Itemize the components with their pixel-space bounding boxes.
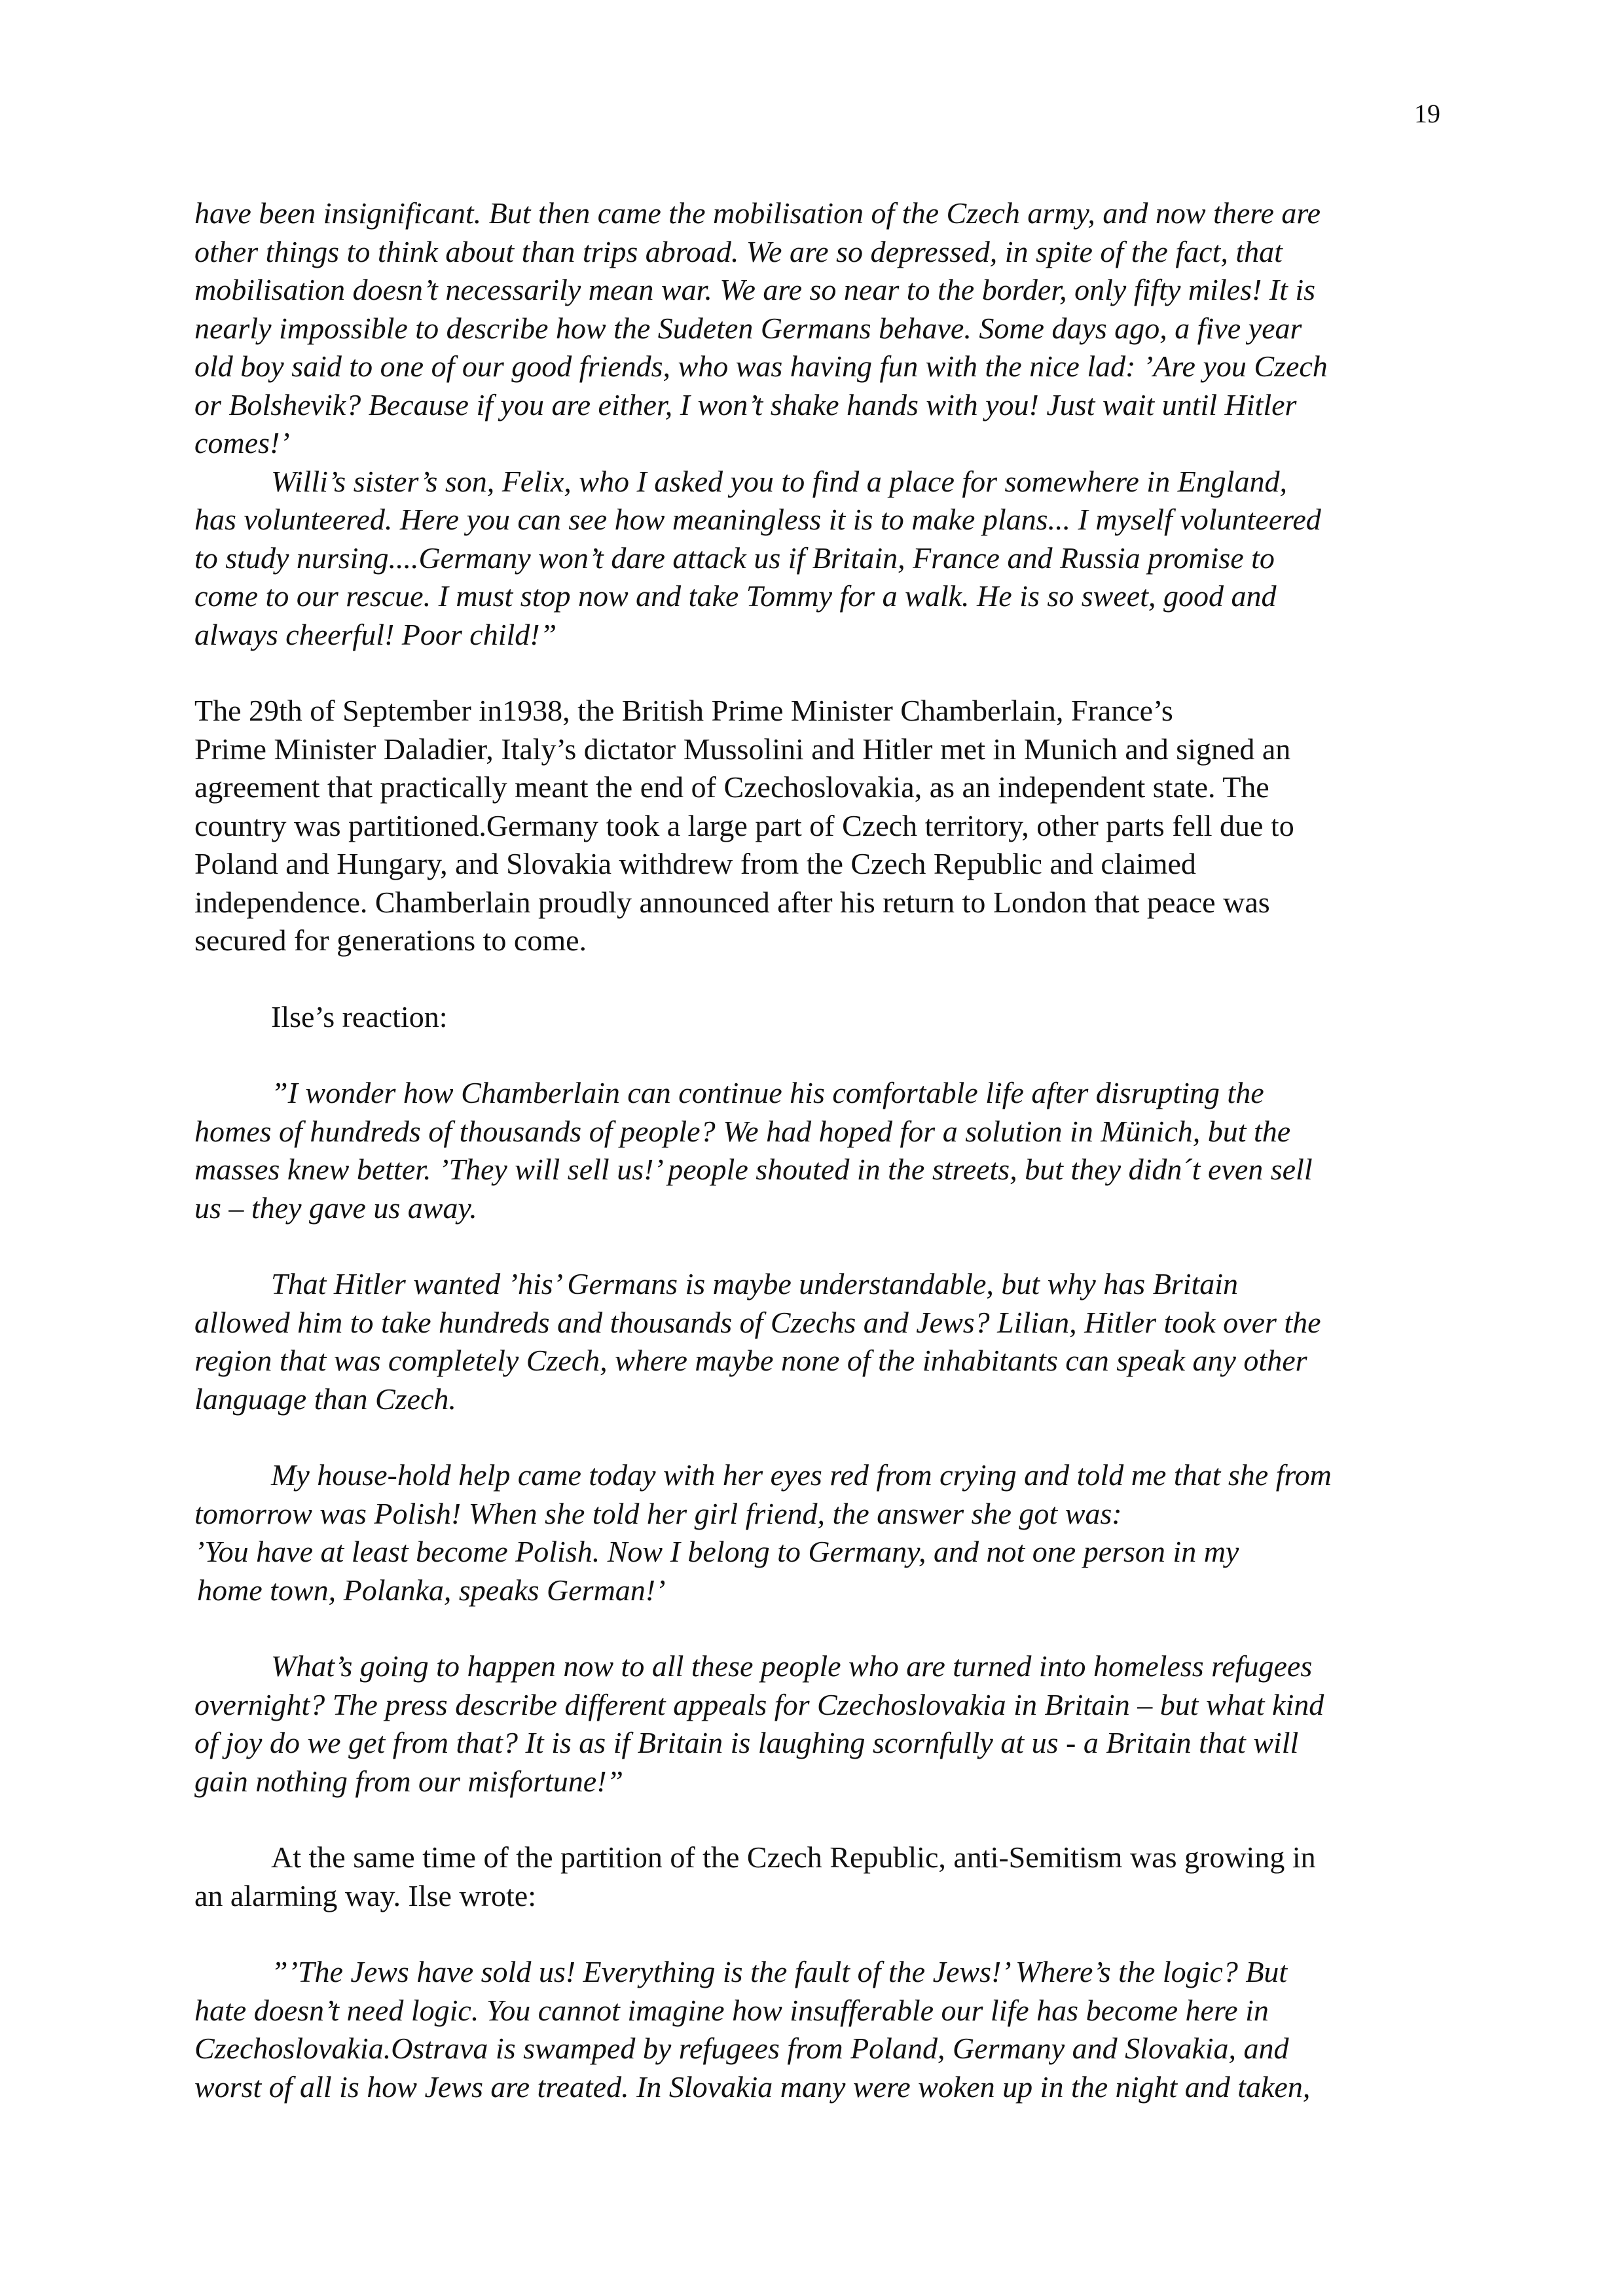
text-line: has volunteered. Here you can see how meaningless it is to make plans... I myself volunteered: [194, 503, 1321, 536]
paragraph-gap: [194, 1227, 1445, 1265]
text-line: us – they gave us away.: [194, 1191, 477, 1225]
body-text: [194, 194, 1445, 2106]
text-line: agreement that practically meant the end of Czechoslovakia, as an independent state. The: [194, 770, 1269, 804]
paragraph-gap: [194, 1036, 1445, 1074]
text-line: an alarming way. Ilse wrote:: [194, 1878, 536, 1912]
text-line: come to our rescue. I must stop now and take Tommy for a walk. He is so sweet, good and: [194, 579, 1277, 613]
quoted-letter-paragraph: [194, 1074, 1445, 1227]
quoted-letter-paragraph: [194, 194, 1445, 654]
text-line: Prime Minister Daladier, Italy’s dictator Mussolini and Hitler met in Munich and signed an: [194, 732, 1291, 766]
quoted-letter-paragraph: [194, 1953, 1445, 2106]
paragraph-gap: [194, 1801, 1445, 1839]
text-line: old boy said to one of our good friends, who was having fun with the nice lad: ’Are you Czech: [194, 350, 1328, 383]
text-line: comes!’: [194, 426, 290, 459]
quoted-letter-paragraph: [194, 1647, 1445, 1801]
text-line: That Hitler wanted ’his’ Germans is maybe understandable, but why has Britain: [271, 1267, 1239, 1300]
text-line: The 29th of September in1938, the British Prime Minister Chamberlain, France’s: [194, 694, 1173, 727]
text-line: Willi’s sister’s son, Felix, who I asked you to find a place for somewhere in England,: [271, 464, 1287, 498]
narrative-paragraph: [194, 1839, 1445, 1915]
paragraph-gap: [194, 1418, 1445, 1456]
text-line: At the same time of the partition of the Czech Republic, anti-Semitism was growing in: [271, 1840, 1316, 1874]
text-line: mobilisation doesn’t necessarily mean war. We are so near to the border, only fifty miles! It is: [194, 273, 1316, 306]
text-line: What’s going to happen now to all these people who are turned into homeless refugees: [271, 1649, 1313, 1683]
text-line: Ilse’s reaction:: [271, 999, 448, 1033]
text-line: tomorrow was Polish! When she told her girl friend, the answer she got was:: [194, 1496, 1122, 1530]
text-line: of joy do we get from that? It is as if Britain is laughing scornfully at us - a Britain that will: [194, 1726, 1299, 1759]
text-line: allowed him to take hundreds and thousands of Czechs and Jews? Lilian, Hitler took over the: [194, 1305, 1321, 1339]
narrative-paragraph: [194, 692, 1445, 960]
text-line: overnight? The press describe different appeals for Czechoslovakia in Britain – but what kind: [194, 1687, 1324, 1721]
text-line: language than Czech.: [194, 1382, 456, 1416]
text-line: other things to think about than trips abroad. We are so depressed, in spite of the fact, that: [194, 234, 1283, 268]
text-line: independence. Chamberlain proudly announced after his return to London that peace was: [194, 885, 1270, 919]
narrative-paragraph: [194, 998, 1445, 1037]
paragraph-gap: [194, 1609, 1445, 1647]
text-line: My house-hold help came today with her eyes red from crying and told me that she from: [271, 1458, 1332, 1492]
text-line: secured for generations to come.: [194, 924, 587, 957]
paragraph-gap: [194, 654, 1445, 692]
page-number: 19: [1414, 99, 1440, 128]
quoted-letter-paragraph: [194, 1456, 1445, 1609]
text-line: masses knew better. ’They will sell us!’ people shouted in the streets, but they didn´t even sell: [194, 1153, 1313, 1186]
text-line: Poland and Hungary, and Slovakia withdrew from the Czech Republic and claimed: [194, 847, 1196, 880]
text-line: country was partitioned.Germany took a large part of Czech territory, other parts fell due to: [194, 808, 1294, 842]
text-line: ”’The Jews have sold us! Everything is the fault of the Jews!’ Where’s the logic? But: [271, 1955, 1288, 1988]
text-line: to study nursing....Germany won’t dare attack us if Britain, France and Russia promise to: [194, 541, 1275, 575]
text-line: gain nothing from our misfortune!”: [194, 1764, 624, 1798]
paragraph-gap: [194, 1915, 1445, 1953]
text-line: home town, Polanka, speaks German!’: [197, 1573, 666, 1607]
text-line: or Bolshevik? Because if you are either, I won’t shake hands with you! Just wait until Hitler: [194, 387, 1297, 422]
text-line: worst of all is how Jews are treated. In Slovakia many were woken up in the night and taken,: [194, 2070, 1311, 2104]
text-line: homes of hundreds of thousands of people? We had hoped for a solution in Münich, but the: [194, 1114, 1291, 1148]
text-line: ”I wonder how Chamberlain can continue his comfortable life after disrupting the: [271, 1076, 1264, 1109]
paragraph-gap: [194, 960, 1445, 998]
quoted-letter-paragraph: [194, 1265, 1445, 1418]
text-line: ’You have at least become Polish. Now I belong to Germany, and not one person in my: [194, 1535, 1239, 1568]
text-line: region that was completely Czech, where maybe none of the inhabitants can speak any other: [194, 1344, 1307, 1377]
text-line: Czechoslovakia.Ostrava is swamped by refugees from Poland, Germany and Slovakia, and: [194, 2032, 1289, 2065]
text-line: have been insignificant. But then came the mobilisation of the Czech army, and now there are: [194, 196, 1321, 230]
text-line: always cheerful! Poor child!”: [194, 617, 557, 651]
text-line: nearly impossible to describe how the Sudeten Germans behave. Some days ago, a five year: [194, 311, 1302, 345]
text-line: hate doesn’t need logic. You cannot imagine how insufferable our life has become here in: [194, 1993, 1269, 2027]
